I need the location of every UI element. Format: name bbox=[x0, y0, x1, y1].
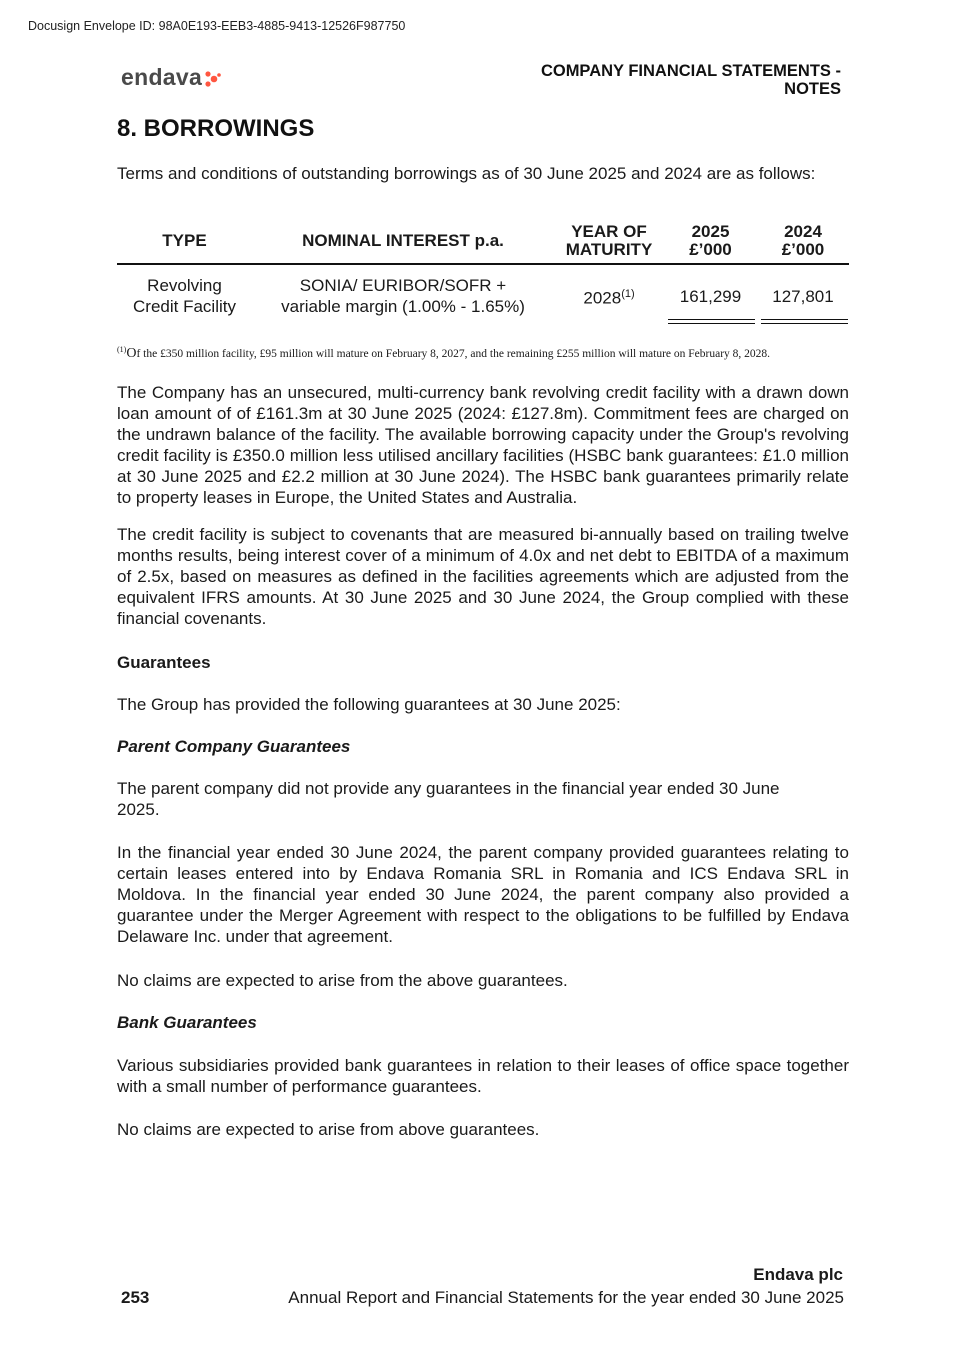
footer-report-title: Annual Report and Financial Statements for the year ended 30 June 2025 bbox=[288, 1288, 844, 1307]
borrowings-table bbox=[117, 222, 849, 321]
paragraph-covenants: The credit facility is subject to covenants that are measured bi-annually based on trailing twelve months results, being interest cover of a minimum of 4.0x and net debt to EBITDA of a maximum of 2.5x, based on measures as defined in the facilities agreements which are adjusted from the equivalent IFRS amounts. At 30 June 2025 and 30 June 2024, the Group complied with these financial covenants. bbox=[117, 525, 849, 628]
heading-bank-guarantees: Bank Guarantees bbox=[117, 1013, 257, 1032]
cell-type-line2: Credit Facility bbox=[133, 297, 236, 316]
header-type: TYPE bbox=[117, 222, 252, 264]
cell-year-note: (1) bbox=[621, 287, 635, 300]
cell-2025: 161,299 bbox=[679, 286, 742, 306]
header-year-line2: MATURITY bbox=[565, 240, 653, 259]
endava-dots-icon bbox=[205, 71, 221, 87]
paragraph-guarantees-intro: The Group has provided the following guarantees at 30 June 2025: bbox=[117, 695, 621, 714]
endava-logo bbox=[121, 64, 221, 91]
heading-guarantees: Guarantees bbox=[117, 653, 211, 672]
cell-type-line1: Revolving bbox=[147, 276, 222, 295]
header-year bbox=[554, 222, 664, 264]
logo-text: endava bbox=[121, 64, 203, 90]
header-2024-line2: £’000 bbox=[781, 240, 825, 259]
docusign-envelope-id: Docusign Envelope ID: 98A0E193-EEB3-4885-9413-12526F987750 bbox=[28, 19, 406, 33]
footnote-mark: (1) bbox=[117, 344, 127, 354]
heading-parent-guarantees: Parent Company Guarantees bbox=[117, 737, 351, 756]
double-underline-2025 bbox=[668, 319, 755, 324]
paragraph-parent-2024: In the financial year ended 30 June 2024, the parent company provided guarantees relating to certain leases entered into by Endava Romania SRL in Romania and ICS Endava SRL in Moldova. In the financial year ended 30 June 2024, the parent company also provided a guarantee under the Merger Agreement with respect to the obligations to be fulfilled by Endava Delaware Inc. under that agreement. bbox=[117, 843, 849, 946]
cell-year bbox=[554, 264, 664, 321]
footnote-first-letter: O bbox=[126, 345, 137, 361]
cell-2024: 127,801 bbox=[772, 286, 834, 306]
paragraph-no-claims-2: No claims are expected to arise from above guarantees. bbox=[117, 1120, 540, 1139]
table-row bbox=[117, 264, 849, 321]
cell-year-value: 2028 bbox=[583, 288, 622, 308]
footnote-text: f the £350 million facility, £95 million will mature on February 8, 2027, and the remaining £255 million will mature on February 8, 2028. bbox=[136, 347, 771, 360]
parent-line1: The parent company did not provide any guarantees in the financial year ended 30 June bbox=[117, 779, 780, 798]
intro-text: Terms and conditions of outstanding borrowings as of 30 June 2025 and 2024 are as follows: bbox=[117, 164, 816, 183]
header-2025-line1: 2025 bbox=[691, 222, 730, 241]
table-header-row bbox=[117, 222, 849, 264]
header-year-line1: YEAR OF bbox=[571, 222, 647, 241]
cell-type bbox=[117, 264, 252, 321]
footer-company: Endava plc bbox=[753, 1265, 843, 1284]
paragraph-no-claims-1: No claims are expected to arise from the above guarantees. bbox=[117, 971, 568, 990]
table-footnote bbox=[117, 342, 849, 362]
header-2024 bbox=[757, 222, 849, 264]
header-title: COMPANY FINANCIAL STATEMENTS - NOTES bbox=[540, 62, 841, 98]
cell-interest bbox=[252, 264, 554, 321]
paragraph-facility: The Company has an unsecured, multi-currency bank revolving credit facility with a drawn down loan amount of of £161.3m at 30 June 2025 (2024: £127.8m). Commitment fees are charged on the undrawn balance of the facility. The available borrowing capacity under the Group's revolving credit facility is £350.0 million less utilised ancillary facilities (HSBC bank guarantees: £1.0 million at 30 June 2025 and £2.2 million at 30 June 2024). The HSBC bank guarantees primarily relate to property leases in Europe, the United States and Australia. bbox=[117, 383, 849, 507]
header-2025 bbox=[664, 222, 757, 264]
header-2024-line1: 2024 bbox=[784, 222, 822, 241]
header-2025-line2: £’000 bbox=[689, 240, 732, 259]
paragraph-parent-no-guarantees bbox=[117, 778, 849, 820]
header-interest: NOMINAL INTEREST p.a. bbox=[252, 222, 554, 264]
section-title: 8. BORROWINGS bbox=[117, 115, 315, 142]
cell-interest-line2: variable margin (1.00% - 1.65%) bbox=[281, 297, 525, 316]
cell-interest-line1: SONIA/ EURIBOR/SOFR + bbox=[299, 276, 507, 295]
page-number: 253 bbox=[121, 1288, 150, 1307]
double-underline-2024 bbox=[761, 319, 848, 324]
paragraph-bank-guarantees: Various subsidiaries provided bank guarantees in relation to their leases of office space together with a small number of performance guarantees. bbox=[117, 1056, 849, 1096]
parent-line2: 2025. bbox=[117, 800, 160, 819]
